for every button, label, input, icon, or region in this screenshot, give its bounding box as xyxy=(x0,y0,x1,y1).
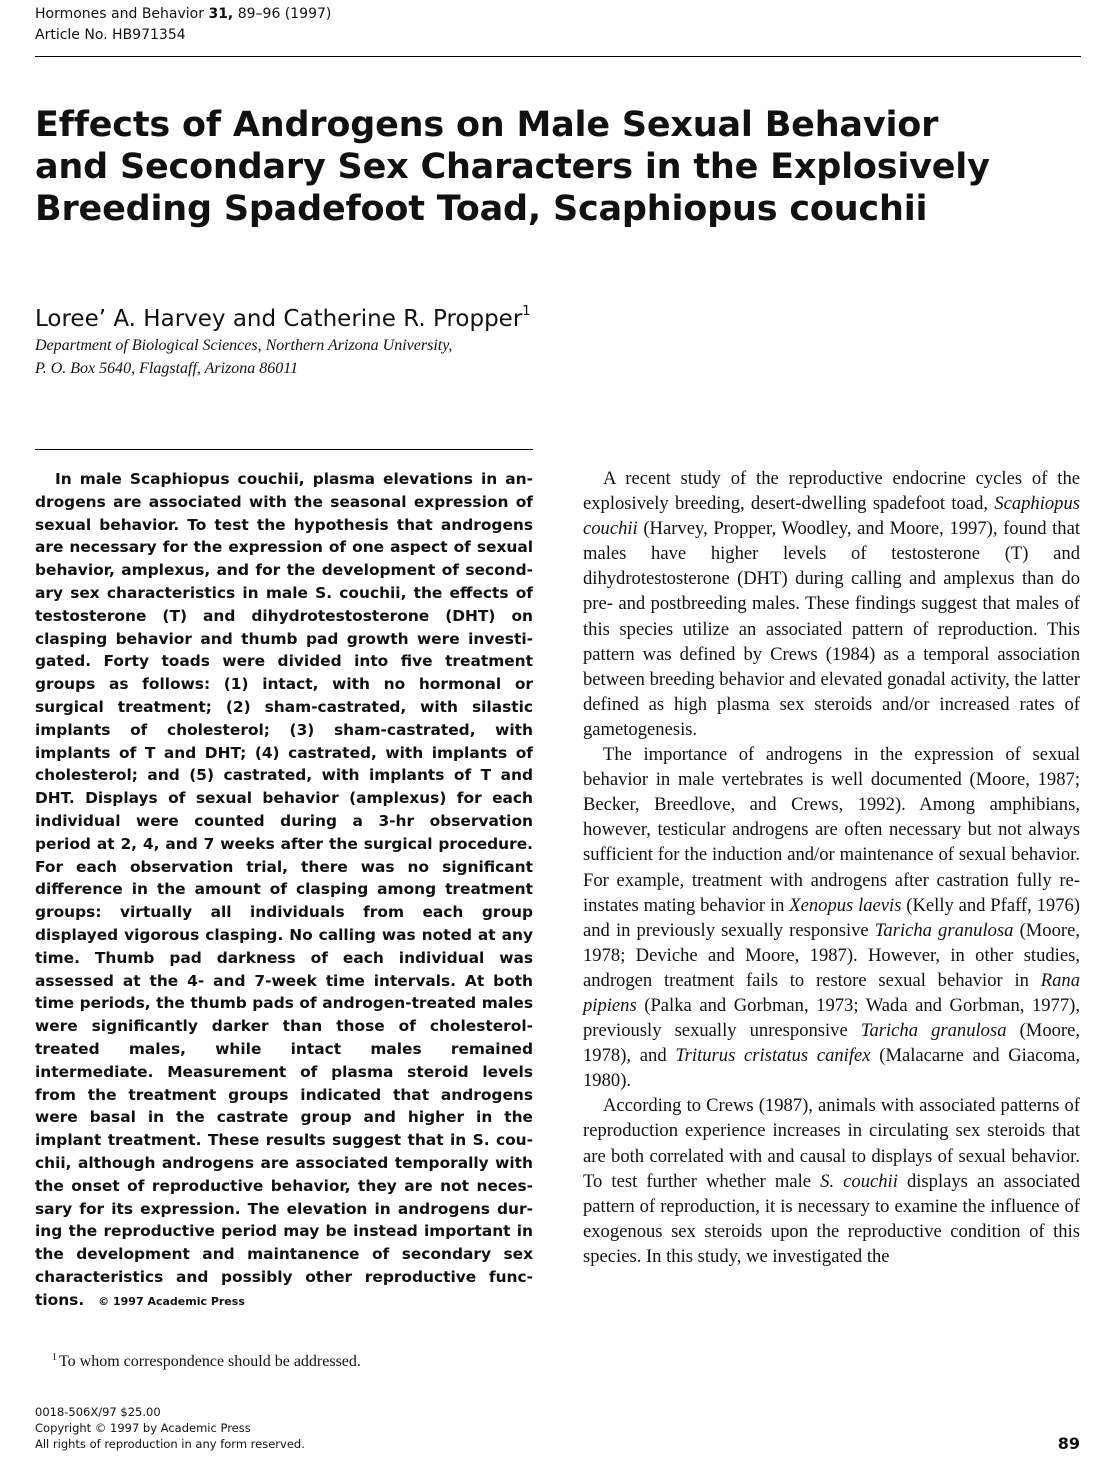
abstract-copyright: © 1997 Academic Press xyxy=(98,1294,245,1308)
title-line: and Secondary Sex Characters in the Explosively xyxy=(35,147,990,187)
body-text: (Moore, 1978; Deviche and Moore, 1987). However, in other studies, androgen treatment fails to restore sexual behavior in xyxy=(583,919,1080,991)
body-text: (Malacarne and Giacoma, 1980). xyxy=(583,1045,1081,1092)
affiliation-line: P. O. Box 5640, Flagstaff, Arizona 86011 xyxy=(35,360,299,377)
body-text: (Palka and Gorbman, 1973; Wada and Gorbman, 1977), previously sexually unresponsive xyxy=(583,994,1080,1042)
species-name: Taricha granulosa xyxy=(860,1020,1007,1042)
footnote-mark: 1 xyxy=(52,1352,57,1363)
publication-info xyxy=(35,1404,305,1452)
abstract-text: In male Scaphiopus couchii, plasma elevations in androgens are associated with the seasonal expression of sexual behavior. To test the hypothesis that androgens are necessary for the expression of one aspect of sexual behavior, amplexus, and for the development of secondary sex characteristics in male S. couchii, the effects of testosterone (T) and dihydrotestosterone (DHT) on clasping behavior and thumb pad growth were investigated. Forty toads were divided into five treatment groups as follows: (1) intact, with no hormonal or surgical treatment; (2) sham-castrated, with silastic implants of cholesterol; (3) sham-castrated, with implants of T and DHT; (4) castrated, with implants of cholesterol; and (5) castrated, with implants of T and DHT. Displays of sexual behavior (amplexus) for each individual were counted during a 3-hr observation period at 2, 4, and 7 weeks after the surgical procedure. For each observation trial, there was no significant difference in the amount of clasping among treatment groups: virtually all individuals from each group displayed vigorous clasping. No calling was noted at any time. Thumb pad darkness of each individual was assessed at the 4- and 7-week time intervals. At both time periods, the thumb pads of androgen-treated males were significantly darker than those of cholesterol-treated males, while intact males remained intermediate. Measurement of plasma steroid levels from the treatment groups indicated that androgens were basal in the castrate group and higher in the implant treatment. These results suggest that in S. couchii, although androgens are associated temporally with the onset of reproductive behavior, they are not necessary for its expression. The elevation in androgens during the reproductive period may be instead important in the development and maintanence of secondary sex characteristics and possibly other reproductive functions. xyxy=(35,470,533,1309)
body-text: A recent study of the reproductive endocrine cycles of the explosively breeding, desert-dwelling spadefoot toad, xyxy=(583,468,1080,515)
body-paragraph xyxy=(583,742,1080,1093)
body-text: The importance of androgens in the expression of sexual behavior in male vertebrates is well documented (Moore, 1987; Becker, Breedlove, and Crews, 1992). Among amphibians, however, testicular androgens are often necessary but not always sufficient for the induction and/or maintenance of sexual behavior. For example, treatment with androgens after castration fully reinstates mating behavior in xyxy=(583,744,1080,916)
abstract-rule xyxy=(35,449,533,450)
species-name: S. couchii xyxy=(820,1170,898,1192)
body-text: According to Crews (1987), animals with associated patterns of reproduction experience increases in circulating sex steroids that are both correlated with and causal to displays of sexual behavior. To test further whether male xyxy=(583,1095,1080,1192)
copyright-line: Copyright © 1997 by Academic Press xyxy=(35,1421,251,1435)
body-text: (Moore, 1978), and xyxy=(583,1020,1081,1067)
article-number: Article No. HB971354 xyxy=(35,27,186,43)
journal-volume: 31, xyxy=(208,6,234,22)
journal-pages-year: 89–96 (1997) xyxy=(237,6,332,22)
body-column xyxy=(583,466,1080,1269)
body-paragraph xyxy=(583,466,1080,742)
footnote xyxy=(52,1347,361,1373)
body-text: (Harvey, Propper, Woodley, and Moore, 1997), found that males have higher levels of testosterone (T) and dihydrotestosterone (DHT) during calling and amplexus than do pre- and postbreeding males. These findings suggest that males of this species utilize an associated pattern of reproduction. This pattern was defined by Crews (1984) as a temporal association between breeding behavior and elevated gonadal activity, the latter defined as high plasma sex steroids and/or increased rates of gametogenesis. xyxy=(583,518,1080,740)
species-name: Triturus cristatus canifex xyxy=(675,1045,871,1067)
author-footnote-mark: 1 xyxy=(522,304,531,319)
page-number: 89 xyxy=(1057,1434,1080,1453)
journal-header xyxy=(35,4,331,46)
author-list xyxy=(35,297,531,334)
journal-citation xyxy=(35,4,331,25)
species-name: Scaphiopus couchii xyxy=(583,493,1080,540)
header-rule xyxy=(35,56,1081,57)
title-line: Breeding Spadefoot Toad, Scaphiopus couchii xyxy=(35,189,928,229)
body-text: (Kelly and Pfaff, 1976) and in previously sexually responsive xyxy=(583,894,1080,941)
body-text: displays an associated pattern of reproduction, it is necessary to examine the influence of exogenous sex steroids upon the reproductive condition of this species. In this study, we investigated the xyxy=(583,1170,1081,1267)
affiliation xyxy=(35,334,452,380)
species-name: Rana pipiens xyxy=(583,969,1080,1016)
footnote-text: To whom correspondence should be addressed. xyxy=(59,1353,361,1370)
issn-price: 0018-506X/97 $25.00 xyxy=(35,1405,161,1419)
abstract xyxy=(35,468,533,1313)
affiliation-line: Department of Biological Sciences, Northern Arizona University, xyxy=(35,337,453,354)
rights-line: All rights of reproduction in any form reserved. xyxy=(35,1437,305,1451)
author-names: Loree’ A. Harvey and Catherine R. Propper xyxy=(35,306,523,332)
species-name: Xenopus laevis xyxy=(789,894,902,916)
journal-name: Hormones and Behavior xyxy=(35,6,204,22)
title-line: Effects of Androgens on Male Sexual Behavior xyxy=(35,105,939,145)
article-title xyxy=(35,104,1035,230)
body-paragraph xyxy=(583,1093,1080,1269)
species-name: Taricha granulosa xyxy=(874,919,1014,941)
